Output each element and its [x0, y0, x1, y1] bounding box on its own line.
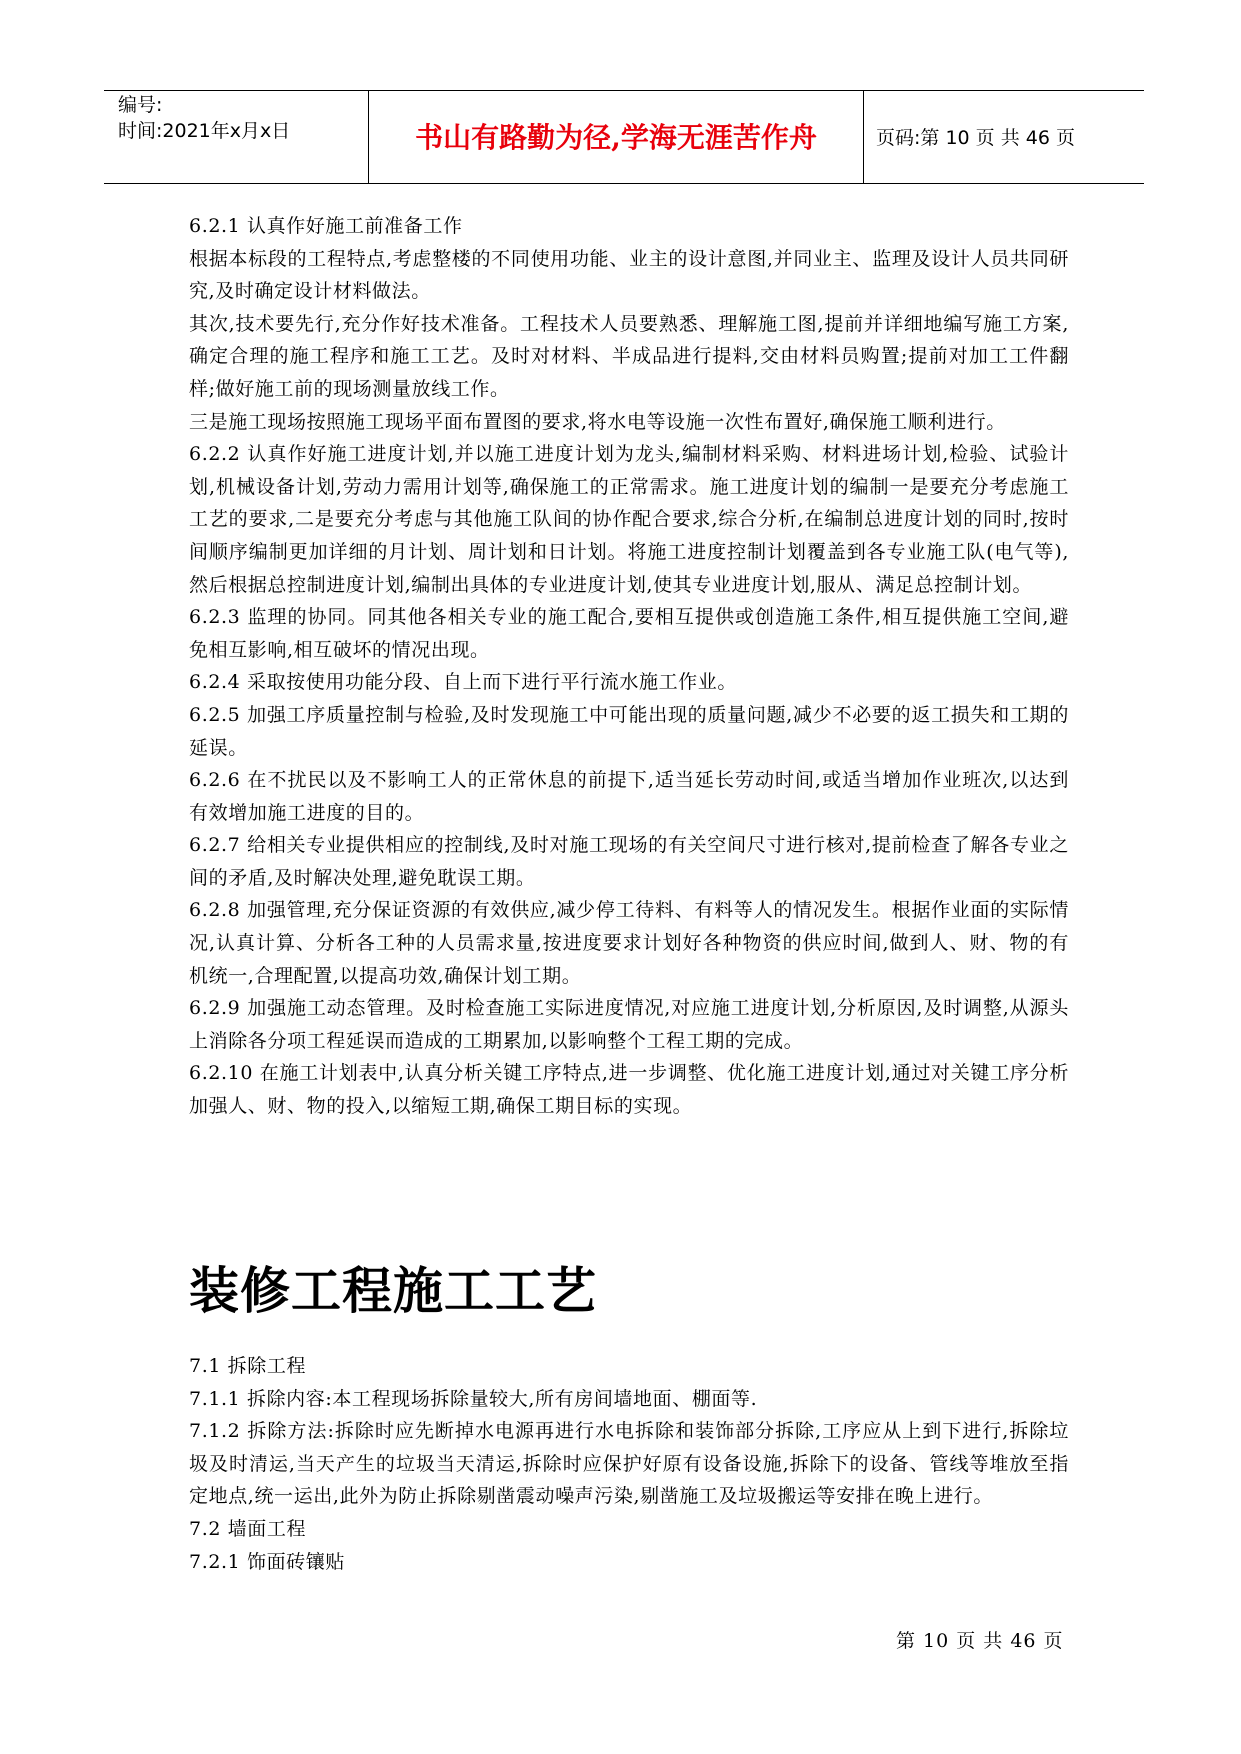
paragraph: 7.2 墙面工程 [189, 1517, 307, 1540]
document-time-label: 时间:2021年x月x日 [118, 120, 291, 142]
document-number-label: 编号: [118, 94, 163, 116]
paragraph: 6.2.8 加强管理,充分保证资源的有效供应,减少停工待料、有料等人的情况发生。根据作业面的实际情况,认真计算、分析各工种的人员需求量,按进度要求计划好各种物资的供应时间,做到人、财、物的有机统一,合理配置,以提高功效,确保计划工期。 [189, 899, 1069, 987]
paragraph: 6.2.6 在不扰民以及不影响工人的正常休息的前提下,适当延长劳动时间,或适当增加作业班次,以达到有效增加施工进度的目的。 [189, 769, 1069, 824]
paragraph: 其次,技术要先行,充分作好技术准备。工程技术人员要熟悉、理解施工图,提前并详细地编写施工方案,确定合理的施工程序和施工工艺。及时对材料、半成品进行提料,交由材料员购置;提前对加工工件翻样;做好施工前的现场测量放线工作。 [189, 312, 1069, 400]
page-footer: 第 10 页 共 46 页 [896, 1630, 1064, 1652]
paragraph: 7.1 拆除工程 [189, 1355, 307, 1377]
paragraph: 根据本标段的工程特点,考虑整楼的不同使用功能、业主的设计意图,并同业主、监理及设计人员共同研究,及时确定设计材料做法。 [189, 247, 1069, 303]
paragraph: 6.2.9 加强施工动态管理。及时检查施工实际进度情况,对应施工进度计划,分析原因,及时调整,从源头上消除各分项工程延误而造成的工期累加,以影响整个工程工期的完成。 [189, 997, 1069, 1052]
paragraph: 7.1.1 拆除内容:本工程现场拆除量较大,所有房间墙地面、棚面等. [189, 1387, 758, 1410]
paragraph: 6.2.3 监理的协同。同其他各相关专业的施工配合,要相互提供或创造施工条件,相互提供施工空间,避免相互影响,相互破坏的情况出现。 [189, 606, 1069, 661]
paragraph: 6.2.2 认真作好施工进度计划,并以施工进度计划为龙头,编制材料采购、材料进场计划,检验、试验计划,机械设备计划,劳动力需用计划等,确保施工的正常需求。施工进度计划的编制一是要充分考虑施工工艺的要求,二是要充分考虑与其他施工队间的协作配合要求,综合分析,在编制总进度计划的同时,按时间顺序编制更加详细的月计划、周计划和日计划。将施工进度控制计划覆盖到各专业施工队(电气等),然后根据总控制进度计划,编制出具体的专业进度计划,使其专业进度计划,服从、满足总控制计划。 [189, 443, 1069, 596]
paragraph: 7.1.2 拆除方法:拆除时应先断掉水电源再进行水电拆除和装饰部分拆除,工序应从上到下进行,拆除垃圾及时清运,当天产生的垃圾当天清运,拆除时应保护好原有设备设施,拆除下的设备、管线等堆放至指定地点,统一运出,此外为防止拆除剔凿震动噪声污染,剔凿施工及垃圾搬运等安排在晚上进行。 [189, 1420, 1069, 1508]
motto-text: 书山有路勤为径,学海无涯苦作舟 [415, 121, 817, 154]
document-header [104, 90, 1144, 184]
paragraph: 三是施工现场按照施工现场平面布置图的要求,将水电等设施一次性布置好,确保施工顺利进行。 [189, 410, 1006, 433]
paragraph: 6.2.7 给相关专业提供相应的控制线,及时对施工现场的有关空间尺寸进行核对,提前检查了解各专业之间的矛盾,及时解决处理,避免耽误工期。 [189, 834, 1069, 889]
section-heading: 装修工程施工工艺 [189, 1262, 597, 1320]
paragraph: 6.2.4 采取按使用功能分段、自上而下进行平行流水施工作业。 [189, 671, 737, 694]
body-section [189, 210, 1069, 1123]
header-page-number: 页码:第 10 页 共 46 页 [876, 127, 1075, 149]
section-body [189, 1350, 1069, 1578]
paragraph: 6.2.10 在施工计划表中,认真分析关键工序特点,进一步调整、优化施工进度计划,通过对关键工序分析加强人、财、物的投入,以缩短工期,确保工期目标的实现。 [189, 1062, 1069, 1118]
header-meta-cell [104, 91, 369, 183]
header-motto-cell [369, 91, 864, 183]
paragraph: 6.2.1 认真作好施工前准备工作 [189, 215, 463, 237]
paragraph: 7.2.1 饰面砖镶贴 [189, 1550, 345, 1573]
header-page-cell [864, 91, 1144, 183]
paragraph: 6.2.5 加强工序质量控制与检验,及时发现施工中可能出现的质量问题,减少不必要的返工损失和工期的延误。 [189, 703, 1069, 759]
